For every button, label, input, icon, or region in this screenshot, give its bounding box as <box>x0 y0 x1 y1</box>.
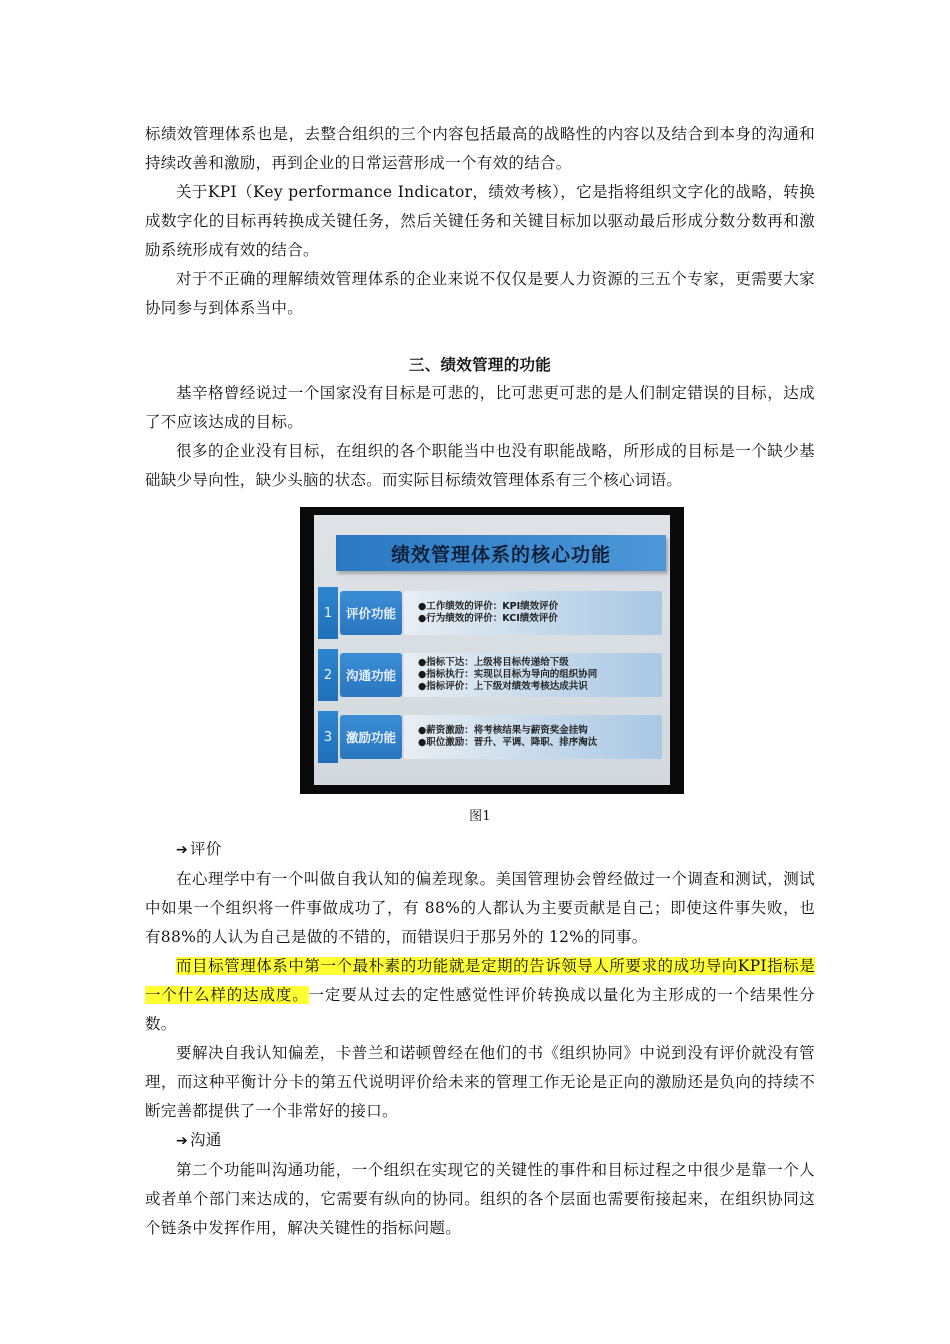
bullet-item: ●指标评价：上下级对绩效考核达成共识 <box>418 681 588 692</box>
row-bullets <box>418 653 664 697</box>
bullet-item: ●指标下达：上级将目标传递给下级 <box>418 657 569 668</box>
slide-title: 绩效管理体系的核心功能 <box>336 535 666 571</box>
subsection-title: 沟通 <box>190 1131 222 1149</box>
subsection-heading-communication <box>145 1126 815 1156</box>
bullet-item: ●行为绩效的评价：KCI绩效评价 <box>418 613 558 624</box>
paragraph: 标绩效管理体系也是，去整合组织的三个内容包括最高的战略性的内容以及结合到本身的沟通和持续改善和激励，再到企业的日常运营形成一个有效的结合。 <box>145 125 815 172</box>
bullet-item: ●薪资激励：将考核结果与薪资奖金挂钩 <box>418 725 588 736</box>
paragraph: 第二个功能叫沟通功能，一个组织在实现它的关键性的事件和目标过程之中很少是靠一个人或者单个部门来达成的，它需要有纵向的协同。组织的各个层面也需要衔接起来，在组织协同这个链条中发挥作用，解决关键性的指标问题。 <box>145 1161 815 1237</box>
slide-row-incentive <box>318 711 664 763</box>
figure-image <box>300 507 684 794</box>
bullet-item: ●指标执行：实现以目标为导向的组织协同 <box>418 669 598 680</box>
row-number: 2 <box>318 649 338 701</box>
subsection-heading-evaluation <box>145 835 815 865</box>
bullet-item: ●工作绩效的评价：KPI绩效评价 <box>418 601 559 612</box>
row-number: 1 <box>318 587 338 639</box>
paragraph: 在心理学中有一个叫做自我认知的偏差现象。美国管理协会曾经做过一个调查和测试，测试中如果一个组织将一件事做成功了，有 88%的人都认为主要贡献是自己；即使这件事失败，也有88%的人认为自己是做的不错的，而错误归于那另外的 12%的同事。 <box>145 870 815 946</box>
slide-row-communication <box>318 649 664 701</box>
row-label: 激励功能 <box>340 715 402 759</box>
paragraph: 关于KPI（Key performance Indicator，绩效考核），它是指将组织文字化的战略，转换成数字化的目标再转换成关键任务，然后关键任务和关键目标加以驱动最后形成分数分数再和激励系统形成有效的结合。 <box>145 183 815 259</box>
paragraph: 很多的企业没有目标，在组织的各个职能当中也没有职能战略，所形成的目标是一个缺少基础缺少导向性，缺少头脑的状态。而实际目标绩效管理体系有三个核心词语。 <box>145 442 815 489</box>
slide-screen <box>314 515 670 785</box>
paragraph: 要解决自我认知偏差，卡普兰和诺顿曾经在他们的书《组织协同》中说到没有评价就没有管理，而这种平衡计分卡的第五代说明评价给未来的管理工作无论是正向的激励还是负向的持续不断完善都提供了一个非常好的接口。 <box>145 1044 815 1120</box>
arrow-right-icon: ➔ <box>176 842 189 858</box>
row-number: 3 <box>318 711 338 763</box>
row-bullets <box>418 591 664 635</box>
slide-row-evaluation <box>318 587 664 639</box>
paragraph <box>145 952 815 1039</box>
paragraph-text: 一定要从过去的定性感觉性评价转换成以量化为主形成的一个结果性分数。 <box>145 986 815 1033</box>
highlighted-text: 而目标管理体系中第一个最朴素的功能就是定期的告诉领导人所要求的成功导向KPI指标是一个什么样的达成度。 <box>145 957 815 1004</box>
row-label: 评价功能 <box>340 591 402 635</box>
subsection-title: 评价 <box>190 840 222 858</box>
row-label: 沟通功能 <box>340 653 402 697</box>
paragraph: 对于不正确的理解绩效管理体系的企业来说不仅仅是要人力资源的三五个专家，更需要大家协同参与到体系当中。 <box>145 270 815 317</box>
section-title: 三、绩效管理的功能 <box>408 355 552 374</box>
paragraph: 基辛格曾经说过一个国家没有目标是可悲的，比可悲更可悲的是人们制定错误的目标，达成了不应该达成的目标。 <box>145 384 815 431</box>
figure-caption: 图1 <box>469 809 491 824</box>
document-page <box>145 120 815 1243</box>
arrow-right-icon: ➔ <box>176 1133 189 1149</box>
row-bullets <box>418 715 664 759</box>
bullet-item: ●职位激励：晋升、平调、降职、排序淘汰 <box>418 737 598 748</box>
